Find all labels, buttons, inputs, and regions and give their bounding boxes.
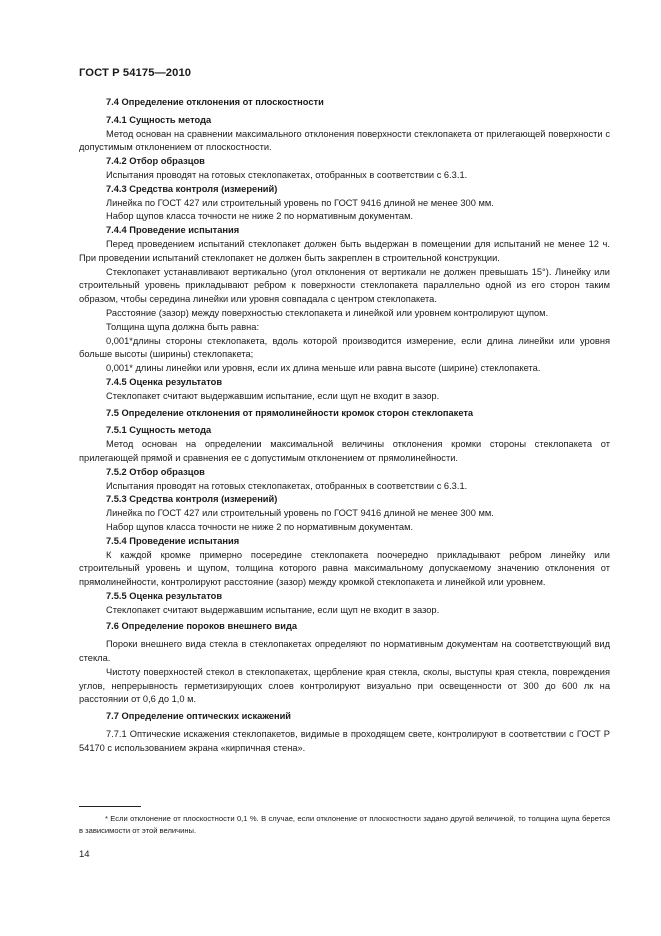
section-heading: 7.5.2 Отбор образцов: [106, 466, 205, 477]
section-heading: 7.4.2 Отбор образцов: [106, 156, 205, 167]
paragraph: Стеклопакет считают выдержавшим испытание, если щуп не входит в зазор.: [106, 604, 440, 615]
footnote-separator: [79, 806, 141, 807]
paragraph: 0,001* длины линейки или уровня, если их длина меньше или равна высоте (ширине) стеклопакета.: [106, 363, 541, 374]
paragraph: Пороки внешнего вида стекла в стеклопакетах определяют по нормативным документам на соответствующий вид стекла.: [79, 639, 610, 664]
paragraph: Толщина щупа должна быть равна:: [106, 321, 260, 332]
section-heading: 7.7 Определение оптических искажений: [106, 711, 292, 722]
paragraph: Метод основан на сравнении максимального отклонения поверхности стеклопакета от прилегающей поверхности с допустимым отклонением от плоскостности.: [79, 128, 610, 153]
paragraph: 0,001*длины стороны стеклопакета, вдоль которой производится измерение, если длина линейки или уровня больше высоты (ширины) стеклопакета;: [79, 335, 610, 360]
section-heading: 7.5.5 Оценка результатов: [106, 590, 223, 601]
document-header: ГОСТ Р 54175—2010: [79, 67, 192, 79]
section-heading: 7.4.4 Проведение испытания: [106, 225, 240, 236]
paragraph: Метод основан на определении максимальной величины отклонения кромки стороны стеклопакета от прилегающей прямой и сравнения ее с допустимым отклонением от прямолинейности.: [79, 439, 610, 463]
paragraph: Линейка по ГОСТ 427 или строительный уровень по ГОСТ 9416 длиной не менее 300 мм.: [106, 197, 494, 208]
section-heading: 7.4.5 Оценка результатов: [106, 376, 223, 387]
paragraph: Стеклопакет устанавливают вертикально (угол отклонения от вертикали не должен превышать 15°). Линейку или строительный уровень прикладывают ребром к поверхности стеклопакета параллельно одной из его сторон таким образом, чтобы середина линейки или уровня совпадала с центром стеклопакета.: [79, 266, 610, 305]
section-heading: 7.5.3 Средства контроля (измерений): [106, 494, 278, 505]
paragraph: 7.7.1 Оптические искажения стеклопакетов, видимые в проходящем свете, контролируют в соответствии с ГОСТ Р 54170 с использованием экрана «кирпичная стена».: [79, 729, 610, 753]
section-heading: 7.6 Определение пороков внешнего вида: [106, 621, 298, 632]
section-heading: 7.5.1 Сущность метода: [106, 425, 212, 436]
section-heading: 7.5 Определение отклонения от прямолинейности кромок сторон стеклопакета: [106, 407, 474, 418]
paragraph: Набор щупов класса точности не ниже 2 по нормативным документам.: [106, 521, 414, 532]
paragraph: Чистоту поверхностей стекол в стеклопакетах, щербление края стекла, сколы, выступы края стекла, повреждения углов, непрерывность герметизирующих слоев контролируют визуально при освещенности от 300 до 600 лк на расстоянии от 0,6 до 1,0 м.: [79, 666, 610, 705]
section-heading: 7.5.4 Проведение испытания: [106, 535, 240, 546]
paragraph: Испытания проводят на готовых стеклопакетах, отобранных в соответствии с 6.3.1.: [106, 480, 468, 491]
section-heading: 7.4.1 Сущность метода: [106, 114, 212, 125]
footnote: [79, 813, 610, 837]
document-body: [79, 93, 610, 756]
paragraph: К каждой кромке примерно посередине стеклопакета поочередно прикладывают ребром линейку или строительный уровень и щупом, толщина которого равна максимальному допускаемому значению отклонения от прямолинейности, контролируют расстояние (зазор) между кромкой стеклопакета и линейкой или уровнем.: [79, 549, 610, 588]
page-number: 14: [79, 849, 90, 860]
footnote-text: * Если отклонение от плоскостности 0,1 %. В случае, если отклонение от плоскостности задано другой величиной, то толщина щупа берется в зависимости от этой величины.: [79, 814, 610, 836]
section-heading: 7.4.3 Средства контроля (измерений): [106, 183, 278, 194]
paragraph: Стеклопакет считают выдержавшим испытание, если щуп не входит в зазор.: [106, 390, 440, 401]
paragraph: Испытания проводят на готовых стеклопакетах, отобранных в соответствии с 6.3.1.: [106, 169, 468, 180]
paragraph: Линейка по ГОСТ 427 или строительный уровень по ГОСТ 9416 длиной не менее 300 мм.: [106, 508, 494, 519]
paragraph: Перед проведением испытаний стеклопакет должен быть выдержан в помещении для испытаний не менее 12 ч. При проведении испытаний стеклопакет не должен быть закреплен в строительной конструкции.: [79, 238, 610, 263]
paragraph: Расстояние (зазор) между поверхностью стеклопакета и линейкой или уровнем контролируют щупом.: [106, 307, 549, 318]
paragraph: Набор щупов класса точности не ниже 2 по нормативным документам.: [106, 211, 414, 222]
section-heading: 7.4 Определение отклонения от плоскостности: [106, 97, 324, 107]
